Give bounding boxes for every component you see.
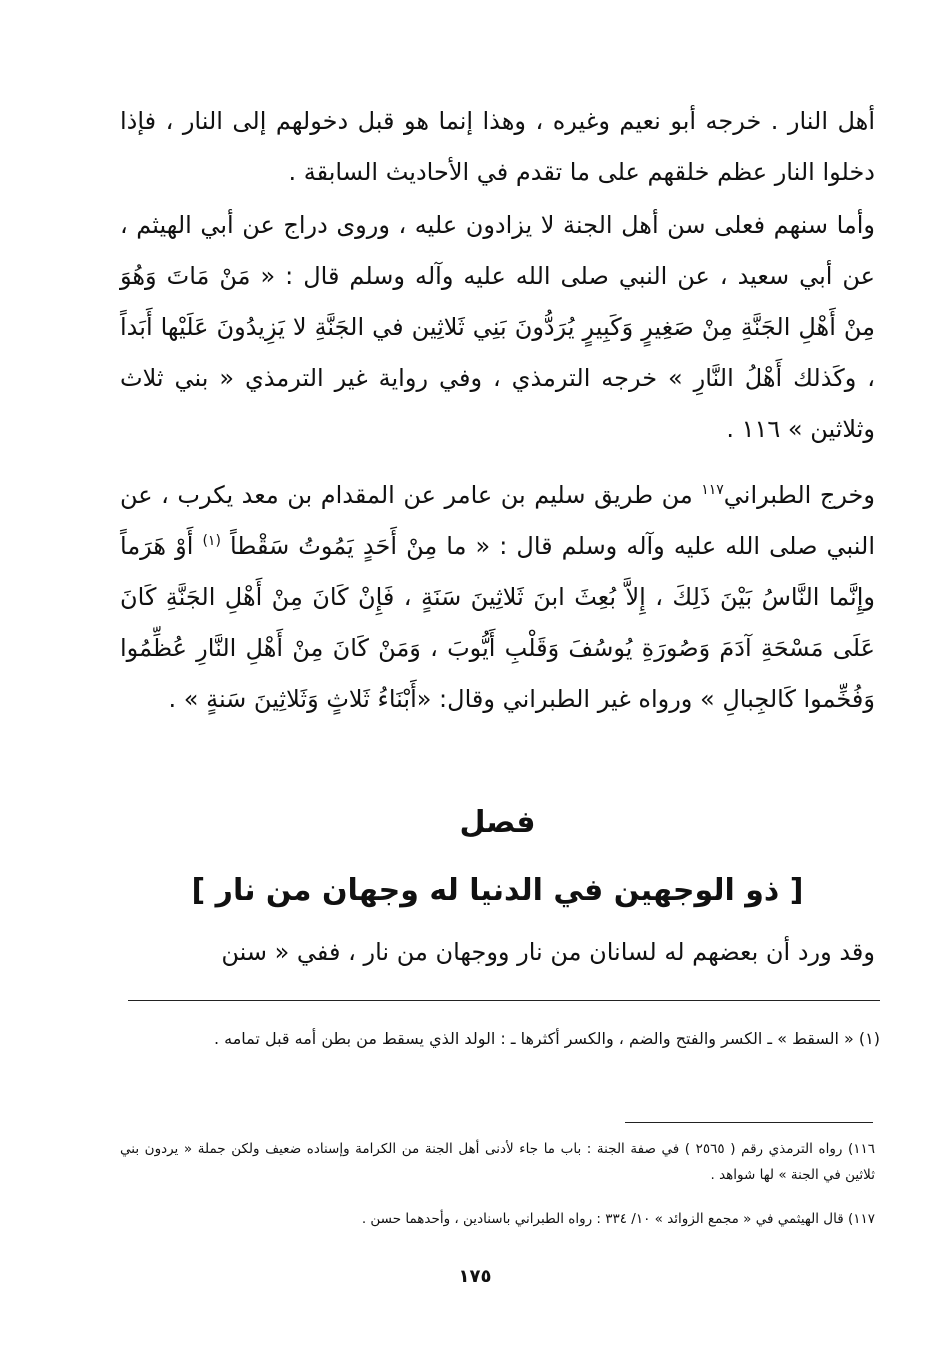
footnote-1: (١) « السقط » ـ الكسر والفتح والضم ، والكسر أكثرها ـ : الولد الذي يسقط من بطن أمه قبل تمامه .: [213, 1029, 880, 1048]
endnote-ref-117: ١١٧: [701, 482, 724, 498]
paragraph-1: أهل النار . خرجه أبو نعيم وغيره ، وهذا إنما هو قبل دخولهم إلى النار ، فإذا دخلوا النار عظم خلقهم على ما تقدم في الأحاديث السابقة .: [120, 107, 875, 186]
page-number: ١٧٥: [458, 1266, 492, 1287]
paragraph-2: وأما سنهم فعلى سن أهل الجنة لا يزادون عليه ، وروى دراج عن أبي الهيثم ، عن أبي سعيد ، عن النبي صلى الله عليه وآله وسلم قال : « مَنْ مَاتَ وَهُوَ مِنْ أَهْلِ الجَنَّةِ مِنْ صَغِيرٍ وَكَبِيرٍ يُرَدُّونَ بَنِي ثَلاثِين في الجَنَّةِ لا يَزِيدُونَ عَلَيْها أَبَداً ، وكَذلك أَهْلُ النَّارِ » خرجه الترمذي ، وفي رواية غير الترمذي « بني ثلاث وثلاثين » ١١٦ .: [120, 211, 875, 443]
endnote-divider: [625, 1122, 873, 1123]
footnote-divider: [128, 1000, 880, 1001]
paragraph-3-end: أَوْ هَرَماً وإِنَّما النَّاسُ بَيْنَ ذَلِكَ ، إِلاَّ بُعِثَ ابنَ ثَلاثِينَ سَنَةٍ ، فَإِنْ كَانَ مِنْ أَهْلِ الجَنَّةِ كَانَ عَلَى مَسْحَةِ آدَمَ وَصُورَةِ يُوسُفَ وَقَلْبِ أَيُّوبَ ، وَمَنْ كَانَ مِنْ أَهْلِ النَّارِ عُظِّمُوا وَفُخِّموا كَالجِبالِ » ورواه غير الطبراني وقال: «أَبْنَاءُ ثَلاثٍ وَثَلاثِينَ سَنةٍ » .: [120, 532, 875, 713]
footnote-ref-1: (١): [202, 533, 221, 549]
endnote-117: ١١٧) قال الهيثمي في « مجمع الزوائد » ١٠/ ٣٣٤ : رواه الطبراني باسنادين ، وأحدهما حسن .: [361, 1211, 875, 1227]
endnote-116: ١١٦) رواه الترمذي رقم ( ٢٥٦٥ ) في صفة الجنة : باب ما جاء لأدنى أهل الجنة من الكرامة وإسناده ضعيف ولكن جملة « يردون بني ثلاثين في الجنة » لها شواهد .: [120, 1141, 875, 1183]
paragraph-3-start: وخرج الطبراني: [723, 481, 875, 509]
paragraph-3-middle: من طريق سليم بن عامر عن المقدام بن معد يكرب ، عن النبي صلى الله عليه وآله وسلم قال : « ما مِنْ أَحَدٍ يَمُوتُ سَقْطاً: [120, 481, 875, 560]
paragraph-3: [120, 470, 875, 725]
paragraph-4: وقد ورد أن بعضهم له لسانان من نار ووجهان من نار ، ففي « سنن: [221, 938, 875, 966]
section-label: فصل: [459, 805, 536, 840]
section-title: [ ذو الوجهين في الدنيا له وجهان من نار ]: [191, 873, 804, 908]
